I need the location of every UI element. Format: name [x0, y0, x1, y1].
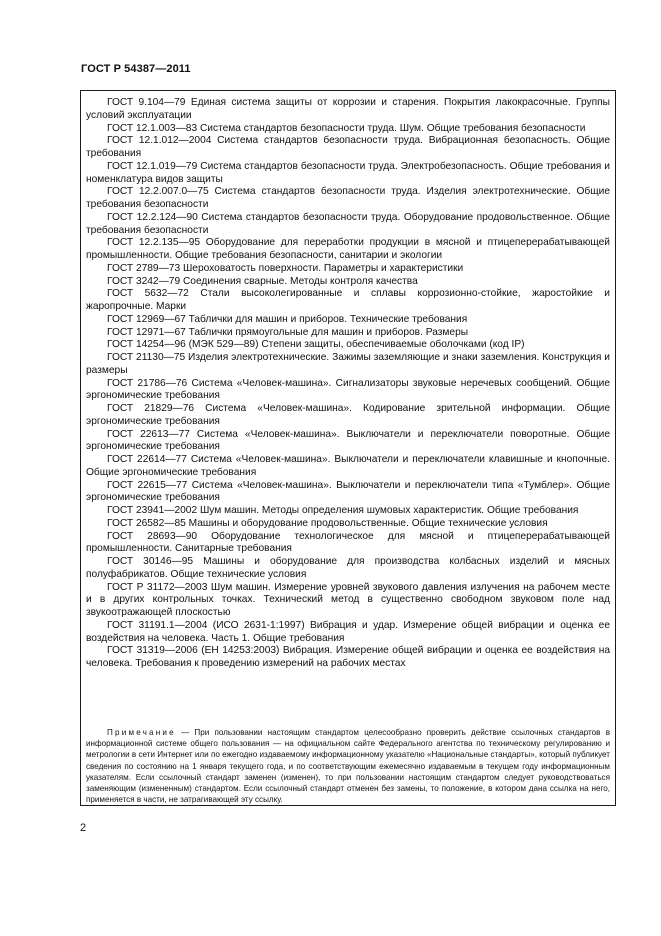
normative-references-box [80, 90, 616, 806]
reference-item: ГОСТ 30146—95 Машины и оборудование для производства колбасных изделий и мясных полуфабрикатов. Общие технические условия [86, 556, 610, 580]
reference-item: ГОСТ 2789—73 Шероховатость поверхности. Параметры и характеристики [107, 262, 464, 274]
reference-item: ГОСТ 21130—75 Изделия электротехнические. Зажимы заземляющие и знаки заземления. Конструкция и размеры [86, 352, 610, 376]
reference-item: ГОСТ 12.2.135—95 Оборудование для переработки продукции в мясной и птицеперерабатывающей промышленности. Общие требования безопасности, санитарии и экологии [86, 237, 610, 261]
note-text: — При пользовании настоящим стандартом целесообразно проверить действие ссылочных стандартов в информационной системе общего пользования — на официальном сайте Федерального агентства по техническому регулированию и метрологии в сети Интернет или по ежегодно издаваемому информационному указателю «Национальные стандарты», который публикует сведения по состоянию на 1 января текущего года, и по соответствующим ежемесячно издаваемым в текущем году информационным указателям. Если ссылочный стандарт заменен (изменен), то при пользовании настоящим стандартом следует руководствоваться заменяющим (измененным) стандартом. Если ссылочный стандарт отменен без замены, то положение, в котором дана ссылка на него, применяется в части, не затрагивающей эту ссылку. [86, 728, 610, 805]
reference-item: ГОСТ 5632—72 Стали высоколегированные и сплавы коррозионно-стойкие, жаростойкие и жаропрочные. Марки [86, 288, 610, 312]
note-paragraph [86, 727, 610, 805]
reference-item: ГОСТ 26582—85 Машины и оборудование продовольственные. Общие технические условия [107, 517, 548, 529]
reference-item: ГОСТ 28693—90 Оборудование технологическое для мясной и птицеперерабатывающей промышленности. Санитарные требования [86, 530, 610, 555]
reference-item: ГОСТ 12.1.012—2004 Система стандартов безопасности труда. Вибрационная безопасность. Общие требования [86, 135, 610, 159]
reference-item: ГОСТ 9.104—79 Единая система защиты от коррозии и старения. Покрытия лакокрасочные. Группы условий эксплуатации [86, 97, 610, 121]
reference-item: ГОСТ 12971—67 Таблички прямоугольные для машин и приборов. Размеры [107, 326, 469, 338]
reference-item: ГОСТ 12.2.007.0—75 Система стандартов безопасности труда. Изделия электротехнические. Общие требования безопасности [86, 186, 610, 210]
reference-item: ГОСТ 12.1.003—83 Система стандартов безопасности труда. Шум. Общие требования безопасности [107, 122, 586, 134]
reference-item: ГОСТ 22615—77 Система «Человек-машина». Выключатели и переключатели типа «Тумблер». Общие эргономические требования [86, 479, 610, 504]
document-header: ГОСТ Р 54387—2011 [81, 63, 191, 75]
reference-item: ГОСТ 31319—2006 (ЕН 14253:2003) Вибрация. Измерение общей вибрации и оценка ее воздействия на человека. Требования к проведению измерений на рабочих местах [86, 645, 610, 669]
reference-item: ГОСТ 31191.1—2004 (ИСО 2631-1:1997) Вибрация и удар. Измерение общей вибрации и оценка ее воздействия на человека. Часть 1. Общие требования [86, 619, 610, 644]
reference-item: ГОСТ 23941—2002 Шум машин. Методы определения шумовых характеристик. Общие требования [107, 505, 579, 516]
note-label: Примечание [107, 728, 176, 737]
reference-item: ГОСТ 12.2.124—90 Система стандартов безопасности труда. Оборудование продовольственное. Общие требования безопасности [86, 211, 610, 236]
page-number: 2 [80, 822, 87, 834]
reference-item: ГОСТ 22613—77 Система «Человек-машина». Выключатели и переключатели поворотные. Общие эргономические требования [86, 428, 610, 453]
reference-item: ГОСТ 12.1.019—79 Система стандартов безопасности труда. Электробезопасность. Общие требования и номенклатура видов защиты [86, 160, 610, 185]
reference-list [86, 97, 610, 671]
reference-item: ГОСТ 21786—76 Система «Человек-машина». Сигнализаторы звуковые неречевых сообщений. Общие эргономические требования [86, 377, 610, 402]
reference-item: ГОСТ 12969—67 Таблички для машин и приборов. Технические требования [107, 313, 468, 325]
reference-item: ГОСТ 22614—77 Система «Человек-машина». Выключатели и переключатели клавишные и кнопочные. Общие эргономические требования [86, 454, 610, 478]
reference-item: ГОСТ 14254—96 (МЭК 529—89) Степени защиты, обеспечиваемые оболочками (код IP) [107, 339, 525, 351]
reference-item: ГОСТ Р 31172—2003 Шум машин. Измерение уровней звукового давления излучения на рабочем месте и в других контрольных точках. Технический метод в существенно свободном звуковом поле над звукоотражающей плоскостью [86, 581, 610, 618]
reference-item: ГОСТ 3242—79 Соединения сварные. Методы контроля качества [107, 275, 418, 287]
reference-item: ГОСТ 21829—76 Система «Человек-машина». Кодирование зрительной информации. Общие эргономические требования [86, 403, 610, 427]
